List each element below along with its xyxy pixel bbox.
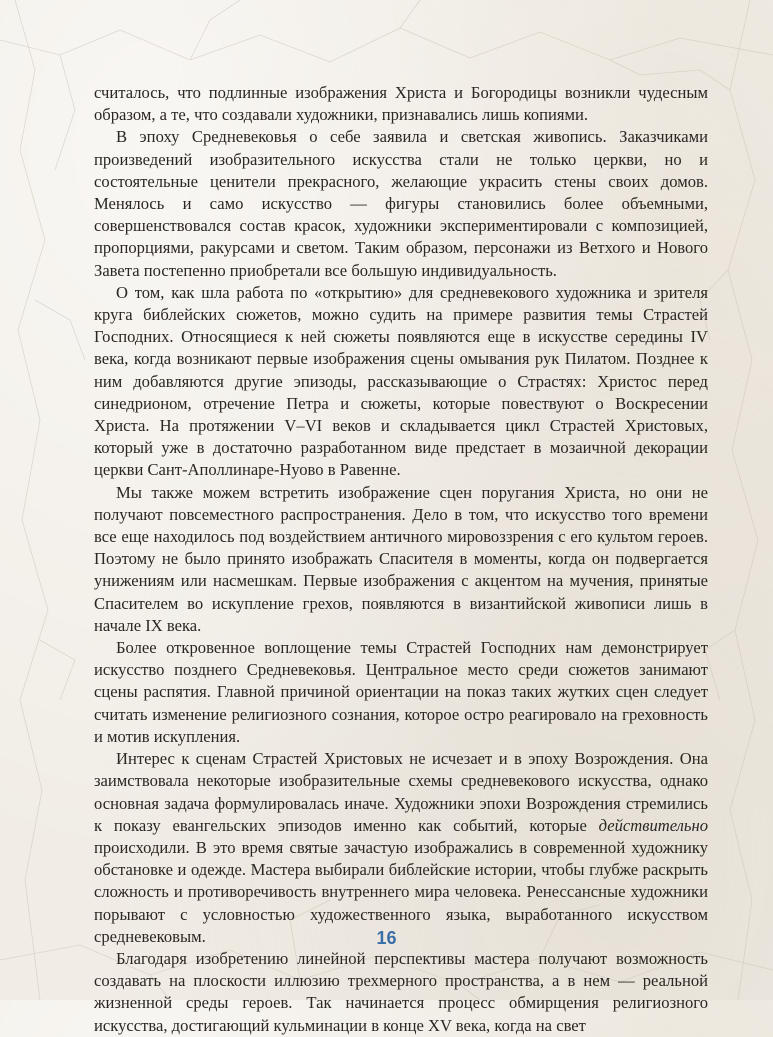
paragraph-mockery-scenes: Мы также можем встретить изображение сцен поругания Христа, но они не получают повсеместного распространения. Дело в том, что искусство того времени все еще находилось под воздействием античного мировоззрения с его культом героев. Поэтому не было принято изображать Спасителя в моменты, когда он подвергается унижениям или насмешкам. Первые изображения с акцентом на мучения, принятые Спасителем во искупление грехов, появляются в византийской живописи лишь в начале IX века. [94, 482, 708, 635]
emphasized-word: действительно [598, 815, 708, 835]
paragraph-linear-perspective: Благодаря изобретению линейной перспективы мастера получают возможность создавать на плоскости иллюзию трехмерного пространства, а в нем — реальной жизненной среды героев. Так начинается процесс обмирщения религиозного искусства, достигающий кульминации в конце XV века, когда на свет [94, 948, 708, 1035]
paragraph-continuation: считалось, что подлинные изображения Христа и Богородицы возникли чудесным образом, а те, что создавали художники, признавались лишь копиями. [94, 83, 708, 125]
renaissance-text-end: происходили. В это время святые зачастую изображались в современной художнику обстановке и одежде. Мастера выбирали библейские истории, чтобы глубже раскрыть сложность и противоречивость внутреннего мира человека. Ренессансные художники порывают с условностью художественного языка, выработанного искусством средневековым. [94, 837, 708, 946]
paragraph-passion-theme: О том, как шла работа по «открытию» для средневекового художника и зрителя круга библейских сюжетов, можно судить на примере развития темы Страстей Господних. Относящиеся к ней сюжеты появляются еще в искусстве середины IV века, когда возникают первые изображения сцены омывания рук Пилатом. Позднее к ним добавляются другие эпизоды, рассказывающие о Страстях: Христос перед синедрионом, отречение Петра и сюжеты, которые повествуют о Воскресении Христа. На протяжении V–VI веков и складывается цикл Страстей Христовых, который уже в достаточно разработанном виде предстает в мозаичной декорации церкви Сант-Аполлинаре-Нуово в Равенне. [94, 282, 708, 480]
paragraph-secular-painting: В эпоху Средневековья о себе заявила и светская живопись. Заказчиками произведений изобразительного искусства стали не только церкви, но и состоятельные ценители прекрасного, желающие украсить стены своих домов. Менялось и само искусство — фигуры становились более объемными, совершенствовался состав красок, художники экспериментировали с композицией, пропорциями, ракурсами и светом. Таким образом, персонажи из Ветхого и Нового Завета постепенно приобретали все большую индивидуальность. [94, 127, 708, 280]
renaissance-text-start: Интерес к сценам Страстей Христовых не исчезает и в эпоху Возрождения. Она заимствовала некоторые изобразительные схемы средневекового искусства, однако основная задача формулировалась иначе. Художники эпохи Возрождения стремились к показу евангельских эпизодов именно как событий, которые [94, 749, 708, 835]
paragraph-late-middle-ages: Более откровенное воплощение темы Страстей Господних нам демонстрирует искусство позднего Средневековья. Центральное место среди сюжетов занимают сцены распятия. Главной причиной ориентации на показ таких жутких сцен следует считать изменение религиозного сознания, которое остро реагировало на греховность и мотив искупления. [94, 638, 708, 746]
page-number: 16 [376, 928, 397, 948]
paragraph-renaissance [94, 748, 708, 948]
body-text [94, 82, 708, 1037]
